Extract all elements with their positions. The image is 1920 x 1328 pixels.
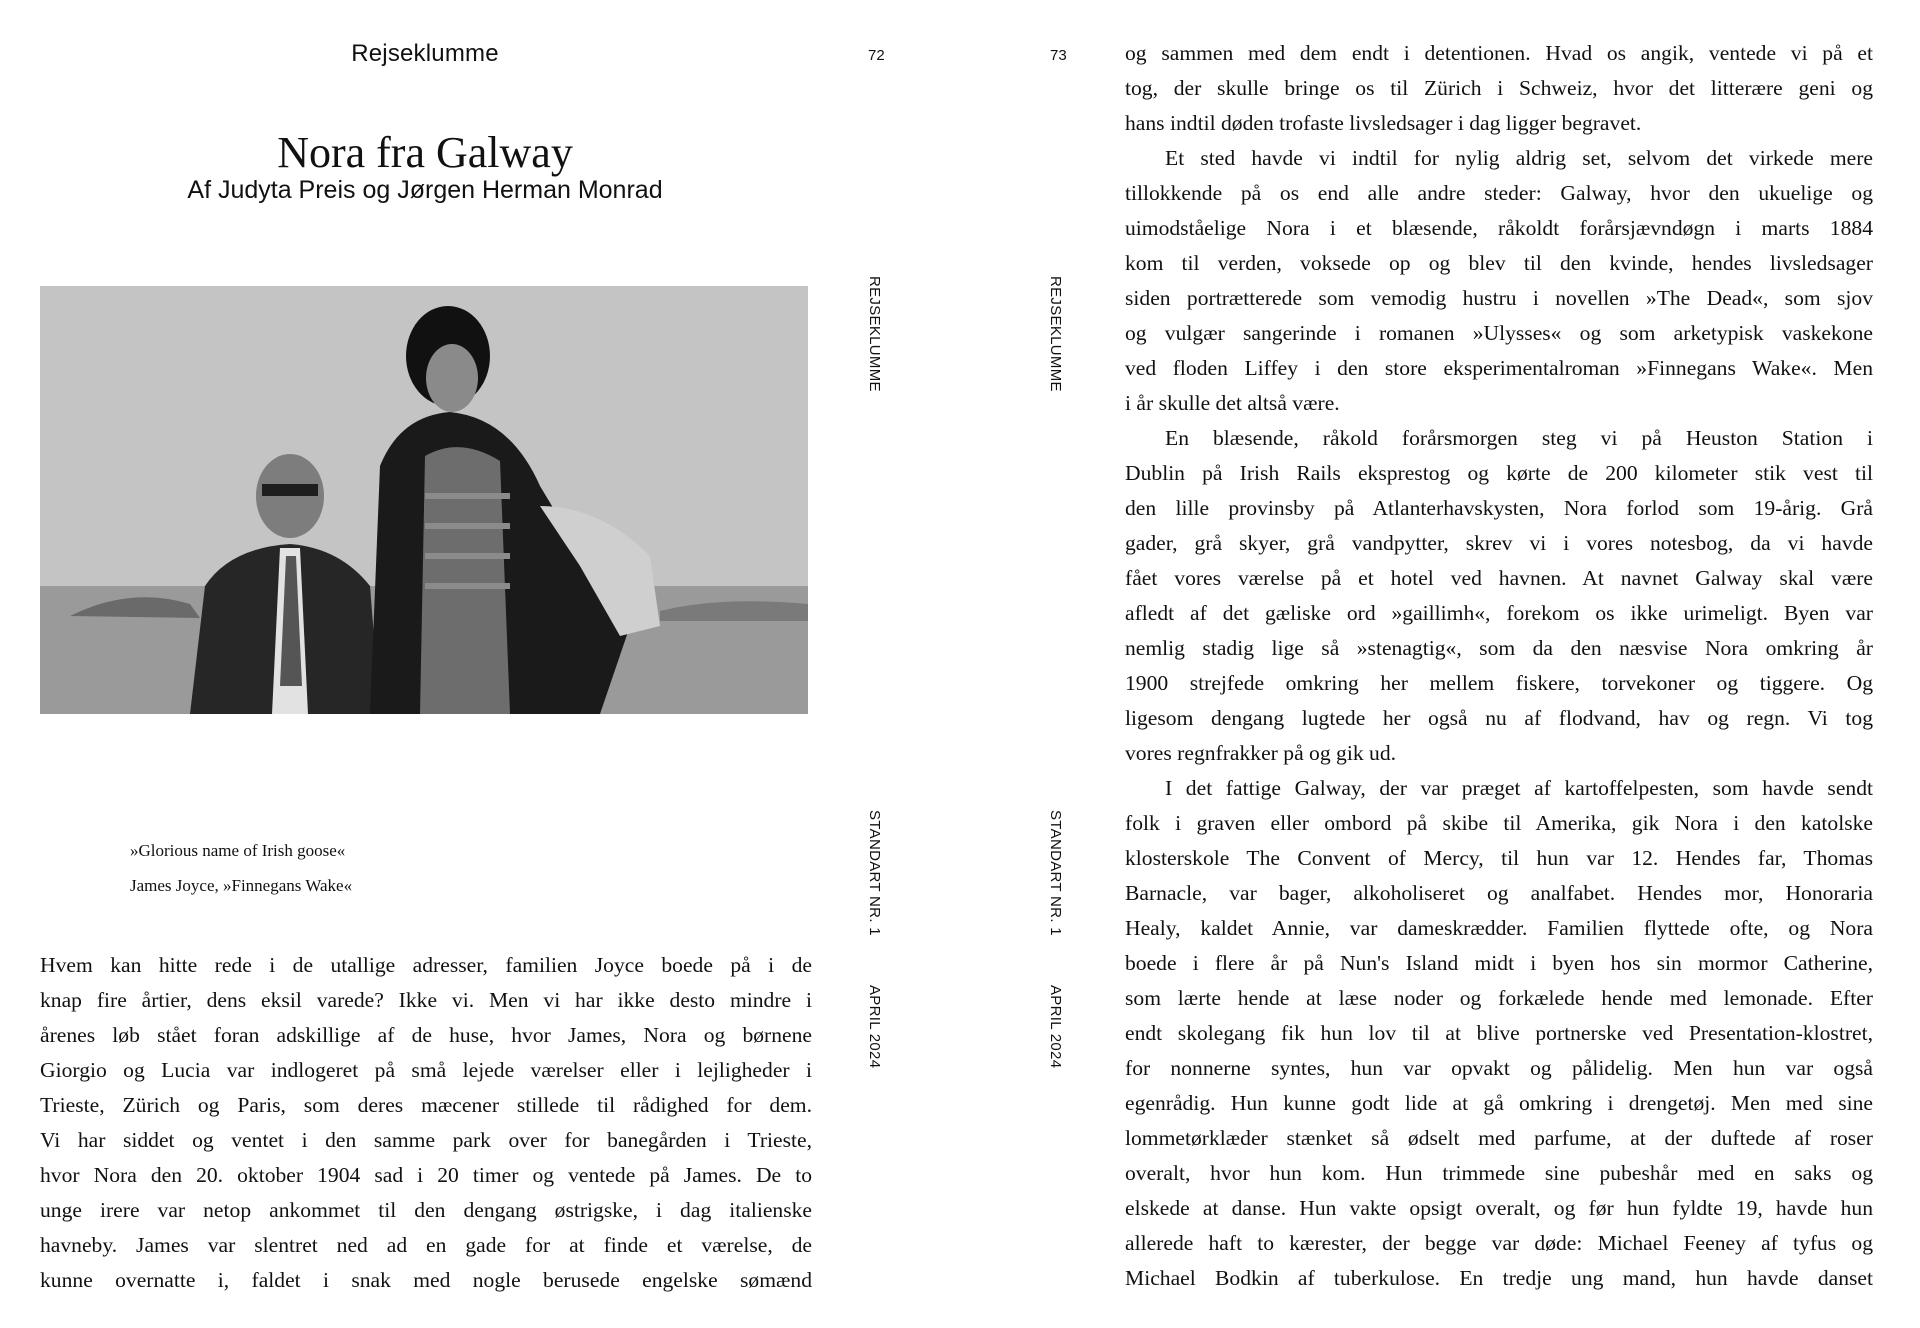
body-line: afledt af det gæliske ord »gaillimh«, forekom os ikke urimeligt. Byen var xyxy=(1125,601,1873,625)
body-line: nemlig stadig lige så »stenagtig«, som da den næsvise Nora omkring år xyxy=(1125,636,1873,660)
body-line: ligesom dengang lugtede her også nu af flodvand, hav og regn. Vi tog xyxy=(1125,706,1873,730)
body-line: klosterskole The Convent of Mercy, til hun var 12. Hendes far, Thomas xyxy=(1125,846,1873,870)
body-line: Giorgio og Lucia var indlogeret på små lejede værelser eller i lejligheder i xyxy=(40,1058,812,1082)
epigraph-source: James Joyce, »Finnegans Wake« xyxy=(130,876,353,895)
body-line: Trieste, Zürich og Paris, som deres mæcener stillede til rådighed for dem. xyxy=(40,1093,812,1117)
body-line: Healy, kaldet Annie, var dameskrædder. Familien flyttede ofte, og Nora xyxy=(1125,916,1873,940)
body-line: hvor Nora den 20. oktober 1904 sad i 20 timer og ventede på James. De to xyxy=(40,1163,812,1187)
body-line: Hvem kan hitte rede i de utallige adresser, familien Joyce boede på i de xyxy=(40,953,812,977)
body-line: ved floden Liffey i den store eksperimentalroman »Finnegans Wake«. Men xyxy=(1125,356,1873,380)
sidebar-date-right: APRIL 2024 xyxy=(1047,985,1064,1069)
epigraph-quote: »Glorious name of Irish goose« xyxy=(130,841,346,860)
body-line: En blæsende, råkold forårsmorgen steg vi på Heuston Station i xyxy=(1165,426,1873,450)
body-text-left xyxy=(40,948,812,1298)
article-photo xyxy=(40,286,808,714)
body-line: kunne overnatte i, faldet i snak med nogle berusede engelske sømænd xyxy=(40,1268,812,1292)
page-number-right: 73 xyxy=(1050,47,1067,64)
body-line: Dublin på Irish Rails eksprestog og kørte de 200 kilometer stik vest til xyxy=(1125,461,1873,485)
body-line: og vulgær sangerinde i romanen »Ulysses« og som arketypisk vaskekone xyxy=(1125,321,1873,345)
page-number-left: 72 xyxy=(868,47,885,64)
body-line: Vi har siddet og ventet i den samme park over for banegården i Trieste, xyxy=(40,1128,812,1152)
body-line: boede i flere år på Nun's Island midt i byen hos sin mormor Catherine, xyxy=(1125,951,1873,975)
body-line: unge irere var netop ankommet til den dengang østrigske, i dag italienske xyxy=(40,1198,812,1222)
body-line: overalt, hvor hun kom. Hun trimmede sine pubeshår med en saks og xyxy=(1125,1161,1873,1185)
body-line: siden portrætterede som vemodig hustru i novellen »The Dead«, som sjov xyxy=(1125,286,1873,310)
body-line: Michael Bodkin af tuberkulose. En tredje ung mand, hun havde danset xyxy=(1125,1266,1873,1290)
body-line: egenrådig. Hun kunne godt lide at gå omkring i drengetøj. Men med sine xyxy=(1125,1091,1873,1115)
body-line: tillokkende på os end alle andre steder: Galway, hvor den ukuelige og xyxy=(1125,181,1873,205)
article-title: Nora fra Galway xyxy=(277,128,573,178)
body-line: elskede at danse. Hun vakte opsigt overalt, og før hun fyldte 19, havde hun xyxy=(1125,1196,1873,1220)
body-line: gader, grå skyer, grå vandpytter, skrev vi i vores notesbog, da vi havde xyxy=(1125,531,1873,555)
body-line: og sammen med dem endt i detentionen. Hvad os angik, ventede vi på et xyxy=(1125,41,1873,65)
epigraph xyxy=(130,833,352,903)
body-line: uimodståelige Nora i et blæsende, råkoldt forårsjævndøgn i marts 1884 xyxy=(1125,216,1873,240)
body-line: kom til verden, voksede op og blev til den kvinde, hendes livsledsager xyxy=(1125,251,1873,275)
body-line: knap fire årtier, dens eksil varede? Ikke vi. Men vi har ikke desto mindre i xyxy=(40,988,812,1012)
body-line: endt skolegang fik hun lov til at blive portnerske ved Presentation-klostret, xyxy=(1125,1021,1873,1045)
right-page xyxy=(960,0,1920,1328)
body-line: vores regnfrakker på og gik ud. xyxy=(1125,741,1397,765)
body-line: allerede haft to kærester, der begge var døde: Michael Feeney af tyfus og xyxy=(1125,1231,1873,1255)
body-text-right xyxy=(1125,36,1873,1296)
photo-illustration xyxy=(40,286,808,714)
body-line: for nonnerne syntes, hun var opvakt og pålidelig. Men hun var også xyxy=(1125,1056,1873,1080)
body-line: tog, der skulle bringe os til Zürich i Schweiz, hvor det litterære geni og xyxy=(1125,76,1873,100)
body-line: Et sted havde vi indtil for nylig aldrig set, selvom det virkede mere xyxy=(1165,146,1873,170)
sidebar-section-left: REJSEKLUMME xyxy=(866,276,883,392)
body-line: som lærte hende at læse noder og forkælede hende med lemonade. Efter xyxy=(1125,986,1873,1010)
body-line: i år skulle det altså være. xyxy=(1125,391,1340,415)
section-header: Rejseklumme xyxy=(351,40,499,67)
body-line: folk i graven eller ombord på skibe til Amerika, gik Nora i den katolske xyxy=(1125,811,1873,835)
byline: Af Judyta Preis og Jørgen Herman Monrad xyxy=(187,176,663,204)
body-line: den lille provinsby på Atlanterhavskysten, Nora forlod som 19-årig. Grå xyxy=(1125,496,1873,520)
body-line: 1900 strejfede omkring her mellem fiskere, torvekoner og tiggere. Og xyxy=(1125,671,1873,695)
body-line: fået vores værelse på et hotel ved havnen. At navnet Galway skal være xyxy=(1125,566,1873,590)
sidebar-date-left: APRIL 2024 xyxy=(866,985,883,1069)
body-line: hans indtil døden trofaste livsledsager i dag ligger begravet. xyxy=(1125,111,1642,135)
body-line: lommetørklæder stænket så ødselt med parfume, at der duftede af roser xyxy=(1125,1126,1873,1150)
sidebar-issue-right: STANDART NR. 1 xyxy=(1047,810,1064,936)
body-line: årenes løb stået foran adskillige af de huse, hvor James, Nora og børnene xyxy=(40,1023,812,1047)
body-line: havneby. James var slentret ned ad en gade for at finde et værelse, de xyxy=(40,1233,812,1257)
sidebar-issue-left: STANDART NR. 1 xyxy=(866,810,883,936)
body-line: Barnacle, var bager, alkoholiseret og analfabet. Hendes mor, Honoraria xyxy=(1125,881,1873,905)
body-line: I det fattige Galway, der var præget af kartoffelpesten, som havde sendt xyxy=(1165,776,1873,800)
sidebar-section-right: REJSEKLUMME xyxy=(1047,276,1064,392)
